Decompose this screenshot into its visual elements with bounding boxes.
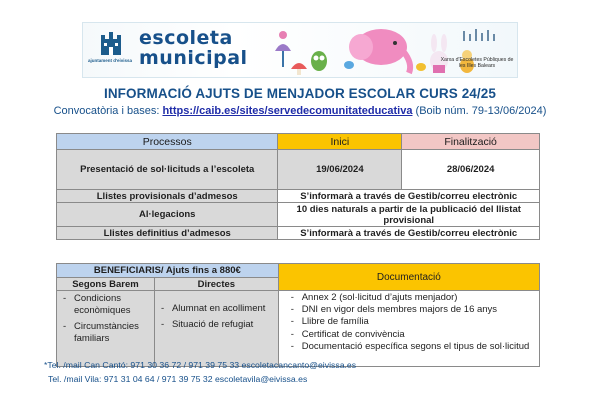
info-cell: S’informarà a través de Gestib/correu electrònic — [278, 227, 540, 240]
documentacio-list — [289, 292, 535, 353]
process-cell: Presentació de sol·licituds a l’escoleta — [57, 150, 278, 190]
list-item: - Annex 2 (sol·licitud d’ajuts menjador) — [289, 292, 535, 304]
process-cell: Llistes definitius d’admesos — [57, 227, 278, 240]
directes-header: Directes — [154, 278, 278, 291]
list-item: - Llibre de família — [289, 316, 535, 328]
schedule-table — [56, 133, 540, 240]
beneficiaris-table — [56, 263, 540, 367]
table-row — [57, 203, 540, 227]
table-row — [57, 227, 540, 240]
list-item: - Documentació específica segons el tipus de sol·licitud — [289, 341, 535, 353]
process-cell: Llistes provisionals d’admesos — [57, 190, 278, 203]
schedule-header-row — [57, 134, 540, 150]
convocatoria-suffix: (Boib núm. 79-13/06/2024) — [412, 105, 547, 117]
brand-logo — [139, 28, 264, 68]
header-inici: Inici — [278, 134, 402, 150]
brand-line2: municipal — [139, 47, 248, 69]
documentacio-cell — [278, 291, 539, 367]
info-cell: 10 dies naturals a partir de la publicació del llistat provisional — [278, 203, 540, 227]
process-cell: Al·legacions — [57, 203, 278, 227]
convocatoria-line — [0, 105, 600, 117]
list-item: - Circumstàncies familiars — [61, 321, 150, 345]
barem-cell — [57, 291, 155, 367]
barem-list — [61, 293, 150, 345]
info-cell: S’informarà a través de Gestib/correu electrònic — [278, 190, 540, 203]
end-date-cell: 28/06/2024 — [402, 150, 540, 190]
page-title: INFORMACIÓ AJUTS DE MENJADOR ESCOLAR CURS 24/25 — [103, 86, 496, 101]
convocatoria-prefix: Convocatòria i bases: — [53, 105, 163, 117]
list-item: - Situació de refugiat — [159, 319, 274, 331]
list-item: - Certificat de convivència — [289, 329, 535, 341]
brand-line1: escoleta — [139, 27, 233, 49]
contact-can-canto: *Tel. /mail Can Cantó: 971 30 36 72 / 971 39 75 33 escoletacancanto@eivissa.es — [44, 360, 357, 370]
header-processos: Processos — [57, 134, 278, 150]
beneficiaris-body-row — [57, 291, 540, 367]
directes-list — [159, 303, 274, 331]
documentacio-header: Documentació — [278, 264, 539, 291]
children-illustration — [263, 25, 503, 77]
beneficiaris-header: BENEFICIARIS/ Ajuts fins a 880€ — [57, 264, 279, 278]
contact-vila: Tel. /mail Vila: 971 31 04 64 / 971 39 75 32 escoletavila@eivissa.es — [48, 374, 308, 384]
directes-cell — [154, 291, 278, 367]
table-row — [57, 150, 540, 190]
segons-barem-header: Segons Barem — [57, 278, 155, 291]
beneficiaris-header-row — [57, 264, 540, 278]
start-date-cell: 19/06/2024 — [278, 150, 402, 190]
header-finalitzacio: Finalització — [402, 134, 540, 150]
bases-link[interactable]: https://caib.es/sites/servedecomunitateducativa — [162, 105, 413, 117]
xarxa-label: Xarxa d'Escoletes Públiques de les Illes Balears — [440, 57, 514, 69]
table-row — [57, 190, 540, 203]
list-item: - Alumnat en acolliment — [159, 303, 274, 315]
list-item: - Condicions econòmiques — [61, 293, 150, 317]
ajuntament-label: ajuntament d'eivissa — [87, 58, 133, 63]
castle-logo-icon — [95, 29, 127, 57]
header-banner — [82, 22, 518, 78]
list-item: - DNI en vigor dels membres majors de 16 anys — [289, 304, 535, 316]
